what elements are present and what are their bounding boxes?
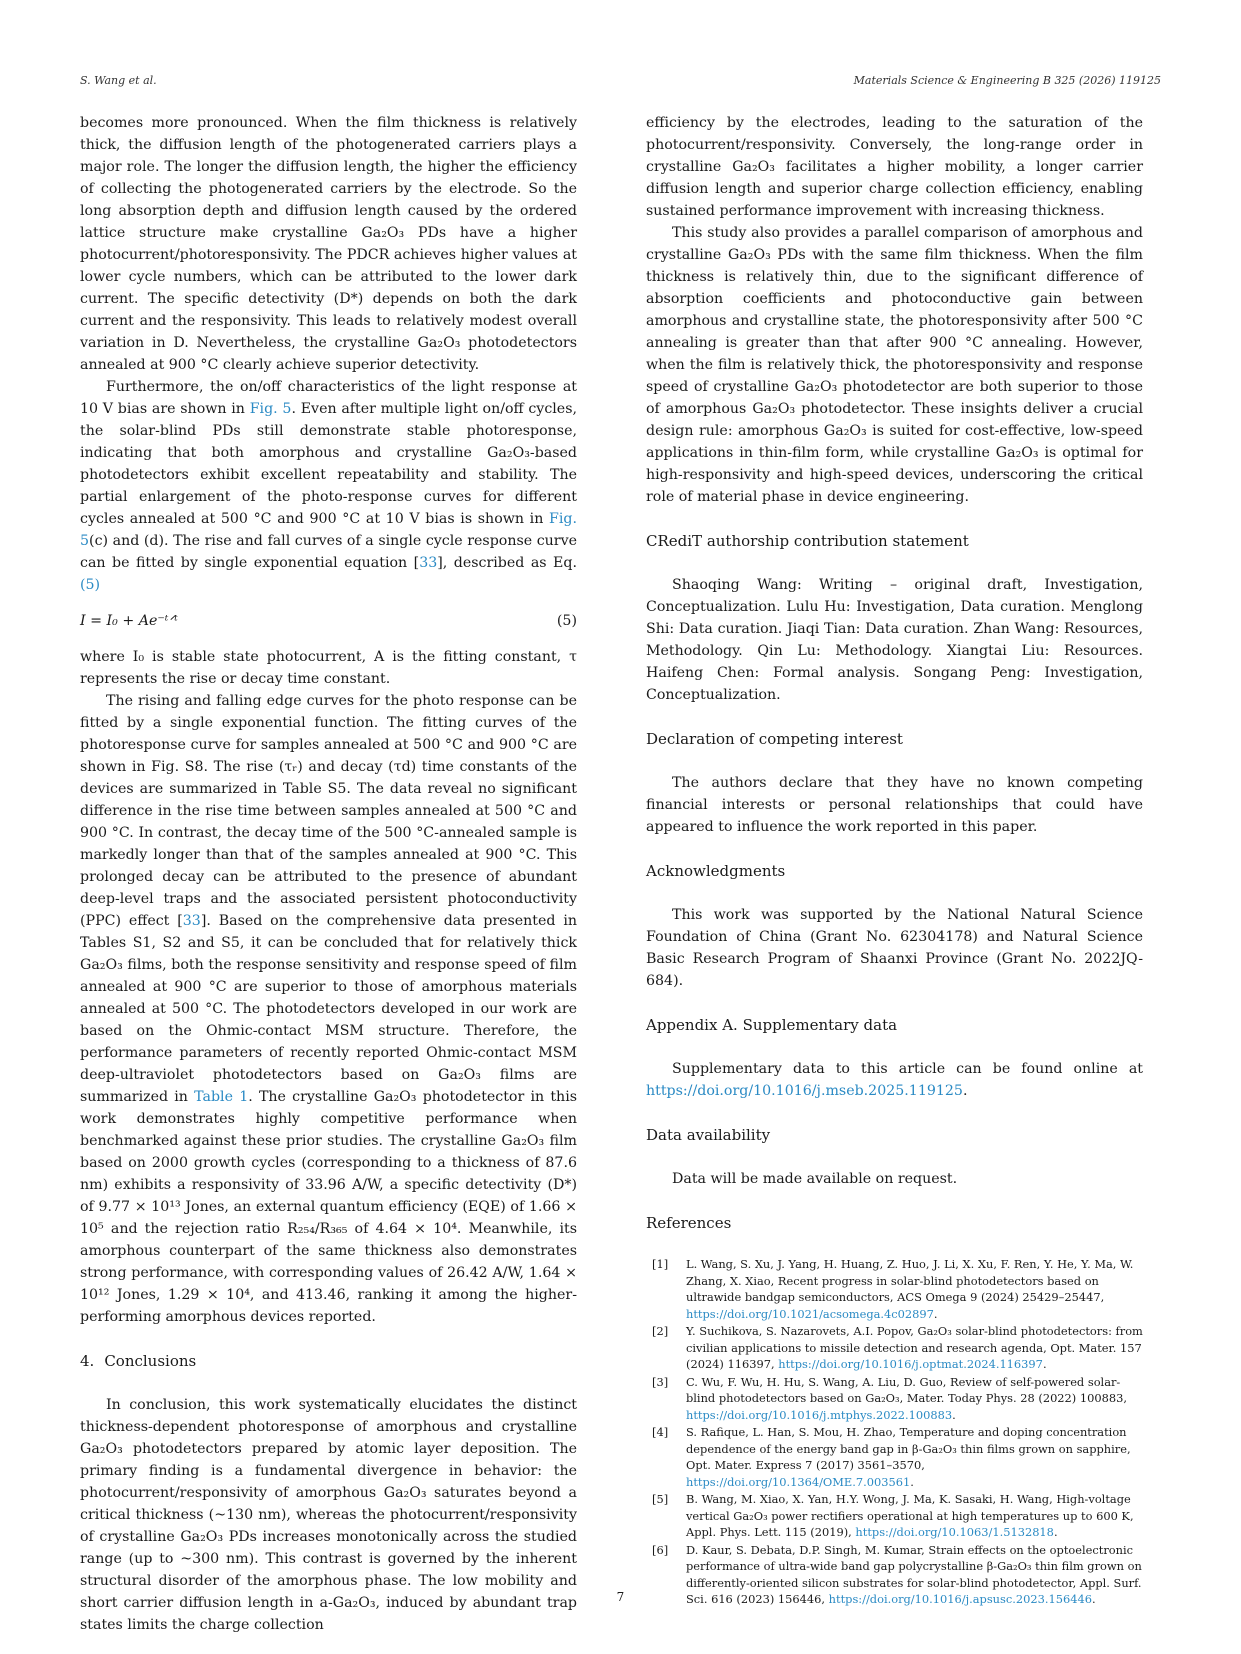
text-run: . Even after multiple light on/off cycles, the solar-blind PDs still demonstrate stable photoresponse, indicating that both amorphous and crystalline Ga₂O₃-based photodetectors exhibit excellent repeatability and stability. The partial enlargement of the photo-response curves for different cycles annealed at 500 °C and 900 °C at 10 V bias is shown in: [80, 401, 577, 527]
equation-link[interactable]: (5): [80, 577, 101, 593]
running-head-journal: Materials Science & Engineering B 325 (2026) 119125: [853, 74, 1161, 87]
text-run: (c) and (d). The rise and fall curves of a single cycle response curve can be fitted by single exponential equation [: [80, 533, 577, 571]
reference-doi-link[interactable]: https://doi.org/10.1016/j.optmat.2024.116397: [778, 1357, 1043, 1371]
citation-link[interactable]: 33: [182, 913, 201, 929]
reference-item: [646, 1374, 1143, 1424]
paragraph: In conclusion, this work systematically elucidates the distinct thickness-dependent photoresponse of amorphous and crystalline Ga₂O₃ photodetectors prepared by atomic layer deposition. The primary finding is a fundamental divergence in behavior: the photocurrent/responsivity of amorphous Ga₂O₃ saturates beyond a critical thickness (~130 nm), whereas the photocurrent/responsivity of crystalline Ga₂O₃ PDs increases monotonically across the studied range (up to ~300 nm). This contrast is governed by the inherent structural disorder of the amorphous phase. The low mobility and short carrier diffusion length in a-Ga₂O₃, induced by abundant trap states limits the charge collection: [80, 1397, 577, 1633]
reference-text: C. Wu, F. Wu, H. Hu, S. Wang, A. Liu, D. Guo, Review of self-powered solar-blind photodetectors based on Ga₂O₃, Mater. Today Phys. 28 (2022) 100883, https://doi.org/10.1016/j.mtphys.2022.100883.: [686, 1374, 1127, 1422]
paragraph: This study also provides a parallel comparison of amorphous and crystalline Ga₂O₃ PDs with the same film thickness. When the film thickness is relatively thin, due to the significant difference of absorption coefficients and photoconductive gain between amorphous and crystalline state, the photoresponsivity after 500 °C annealing is greater than that after 900 °C annealing. However, when the film is relatively thick, the photoresponsivity and response speed of crystalline Ga₂O₃ photodetector are both superior to those of amorphous Ga₂O₃ photodetector. These insights deliver a crucial design rule: amorphous Ga₂O₃ is suited for cost-effective, low-speed applications in thin-film form, while crystalline Ga₂O₃ is optimal for high-responsivity and high-speed devices, underscoring the critical role of material phase in device engineering.: [646, 225, 1143, 505]
reference-text: B. Wang, M. Xiao, X. Yan, H.Y. Wong, J. Ma, K. Sasaki, H. Wang, High-voltage vertical Ga₂O₃ power rectifiers operational at high temperatures up to 600 K, Appl. Phys. Lett. 115 (2019), https://doi.org/10.1063/1.5132818.: [686, 1492, 1134, 1539]
figure-link[interactable]: Fig. 5: [249, 401, 292, 417]
paragraph: becomes more pronounced. When the film thickness is relatively thick, the diffusion length of the photogenerated carriers plays a major role. The longer the diffusion length, the higher the efficiency of collecting the photogenerated carriers by the electrode. So the long absorption depth and diffusion length caused by the ordered lattice structure make crystalline Ga₂O₃ PDs have a higher photocurrent/photoresponsivity. The PDCR achieves higher values at lower cycle numbers, which can be attributed to the lower dark current. The specific detectivity (D*) depends on both the dark current and the responsivity. This leads to relatively modest overall variation in D. Nevertheless, the crystalline Ga₂O₃ photodetectors annealed at 900 °C clearly achieve superior detectivity.: [80, 115, 577, 373]
text-run: B. Wang, M. Xiao, X. Yan, H.Y. Wong, J. Ma, K. Sasaki, H. Wang, High-voltage vertical Ga₂O₃ power rectifiers operational at high temperatures up to 600 K, Appl. Phys. Lett. 115 (2019),: [686, 1492, 1134, 1539]
text-run: Y. Suchikova, S. Nazarovets, A.I. Popov, Ga₂O₃ solar-blind photodetectors: from civilian applications to missile detection and research agenda, Opt. Mater. 157 (2024) 116397,: [686, 1324, 1143, 1371]
reference-doi-link[interactable]: https://doi.org/10.1364/OME.7.003561: [686, 1474, 911, 1489]
paragraph: [80, 690, 577, 1328]
reference-number: [1]: [652, 1257, 669, 1271]
section-heading-data-availability: Data availability: [646, 1126, 771, 1144]
right-column: [646, 112, 1143, 1609]
paragraph: Data will be made available on request.: [672, 1171, 958, 1187]
section-heading-conclusions: [80, 1350, 577, 1372]
text-run: The rising and falling edge curves for the photo response can be fitted by a single exponential function. The fitting curves of the photoresponse curve for samples annealed at 500 °C and 900 °C are shown in Fig. S8. The rise (τᵣ) and decay (τd) time constants of the devices are summarized in Table S5. The data reveal no significant difference in the rise time between samples annealed at 500 °C and 900 °C. In contrast, the decay time of the 500 °C-annealed sample is markedly longer than that of the samples annealed at 900 °C. This prolonged decay can be attributed to the presence of abundant deep-level traps and the associated persistent photoconductivity (PPC) effect [: [80, 693, 577, 929]
section-heading-credit: CRediT authorship contribution statement: [646, 532, 969, 550]
equation-block: [80, 610, 577, 632]
reference-item: [646, 1323, 1143, 1373]
citation-link[interactable]: 33: [419, 555, 438, 571]
reference-list: [646, 1256, 1143, 1608]
paragraph: Shaoqing Wang: Writing – original draft, Investigation, Conceptualization. Lulu Hu: Investigation, Data curation. Menglong Shi: Data curation. Jiaqi Tian: Data curation. Zhan Wang: Resources, Methodology. Qin Lu: Methodology. Xiangtai Liu: Resources. Haifeng Chen: Formal analysis. Songang Peng: Investigation, Conceptualization.: [646, 577, 1143, 703]
paragraph: [80, 376, 577, 596]
reference-number: [2]: [652, 1324, 669, 1338]
page-number: 7: [616, 1590, 625, 1604]
reference-item: [646, 1491, 1143, 1541]
supplementary-doi-link[interactable]: https://doi.org/10.1016/j.mseb.2025.119125: [646, 1083, 963, 1099]
figure-link[interactable]: Fig. 5: [80, 511, 577, 549]
reference-number: [5]: [652, 1492, 669, 1506]
reference-doi-link[interactable]: https://doi.org/10.1016/j.mtphys.2022.100883: [686, 1407, 953, 1422]
paragraph: where I₀ is stable state photocurrent, A is the fitting constant, τ represents the rise or decay time constant.: [80, 649, 577, 687]
text-run: D. Kaur, S. Debata, D.P. Singh, M. Kumar, Strain effects on the optoelectronic performance of ultra-wide band gap polycrystalline β-Ga₂O₃ thin film grown on differently-oriented silicon substrates for solar-blind photodetector, Appl. Surf. Sci. 616 (2023) 156446,: [686, 1542, 1142, 1606]
text-run: S. Rafique, L. Han, S. Mou, H. Zhao, Temperature and doping concentration dependence of the energy band gap in β-Ga₂O₃ thin films grown on sapphire, Opt. Mater. Express 7 (2017) 3561–3570,: [686, 1425, 1131, 1472]
paragraph: Supplementary data to this article can be found online at https://doi.org/10.1016/j.mseb.2025.119125.: [646, 1061, 1143, 1099]
left-column: [80, 112, 577, 1636]
table-link[interactable]: Table 1: [194, 1089, 249, 1105]
reference-number: [3]: [652, 1374, 669, 1389]
paragraph: This work was supported by the National Natural Science Foundation of China (Grant No. 62304178) and Natural Science Basic Research Program of Shaanxi Province (Grant No. 2022JQ-684).: [646, 907, 1143, 989]
text-run: Supplementary data to this article can be found online at: [672, 1061, 1143, 1077]
text-run: C. Wu, F. Wu, H. Hu, S. Wang, A. Liu, D. Guo, Review of self-powered solar-blind photodetectors based on Ga₂O₃, Mater. Today Phys. 28 (2022) 100883,: [686, 1374, 1127, 1405]
section-heading-appendix: Appendix A. Supplementary data: [646, 1016, 898, 1034]
reference-doi-link[interactable]: https://doi.org/10.1063/1.5132818: [855, 1525, 1054, 1539]
reference-text: Y. Suchikova, S. Nazarovets, A.I. Popov, Ga₂O₃ solar-blind photodetectors: from civilian applications to missile detection and research agenda, Opt. Mater. 157 (2024) 116397, https://doi.org/10.1016/j.optmat.2024.116397.: [686, 1324, 1143, 1371]
section-title: Conclusions: [104, 1352, 197, 1370]
equation-number: (5): [556, 613, 577, 629]
reference-text: D. Kaur, S. Debata, D.P. Singh, M. Kumar, Strain effects on the optoelectronic performance of ultra-wide band gap polycrystalline β-Ga₂O₃ thin film grown on differently-oriented silicon substrates for solar-blind photodetector, Appl. Surf. Sci. 616 (2023) 156446, https://doi.org/10.1016/j.apsusc.2023.156446.: [686, 1542, 1142, 1606]
reference-text: S. Rafique, L. Han, S. Mou, H. Zhao, Temperature and doping concentration dependence of the energy band gap in β-Ga₂O₃ thin films grown on sapphire, Opt. Mater. Express 7 (2017) 3561–3570, https://doi.org/10.1364/OME.7.003561.: [686, 1425, 1131, 1489]
equation: I = I₀ + Ae⁻ᵗᐟᵗ: [80, 613, 178, 629]
text-run: ], described as Eq.: [437, 555, 577, 571]
text-run: Furthermore, the on/off characteristics of the light response at 10 V bias are shown in: [80, 379, 577, 417]
section-heading-competing-interest: Declaration of competing interest: [646, 730, 903, 748]
reference-number: [6]: [652, 1542, 669, 1557]
reference-number: [4]: [652, 1425, 669, 1439]
section-heading-references: References: [646, 1214, 732, 1232]
section-number: 4.: [80, 1352, 95, 1370]
paragraph: The authors declare that they have no known competing financial interests or personal relationships that could have appeared to influence the work reported in this paper.: [646, 775, 1143, 835]
running-head-authors: S. Wang et al.: [80, 74, 157, 87]
paragraph: efficiency by the electrodes, leading to the saturation of the photocurrent/responsivity. Conversely, the long-range order in crystalline Ga₂O₃ facilitates a higher mobility, a longer carrier diffusion length and superior charge collection efficiency, enabling sustained performance improvement with increasing thickness.: [646, 115, 1143, 219]
reference-text: L. Wang, S. Xu, J. Yang, H. Huang, Z. Huo, J. Li, X. Xu, F. Ren, Y. He, Y. Ma, W. Zhang, X. Xiao, Recent progress in solar-blind photodetectors based on ultrawide bandgap semiconductors, ACS Omega 9 (2024) 25429–25447, https://doi.org/10.1021/acsomega.4c02897.: [686, 1257, 1134, 1321]
text-run: L. Wang, S. Xu, J. Yang, H. Huang, Z. Huo, J. Li, X. Xu, F. Ren, Y. He, Y. Ma, W. Zhang, X. Xiao, Recent progress in solar-blind photodetectors based on ultrawide bandgap semiconductors, ACS Omega 9 (2024) 25429–25447,: [686, 1257, 1134, 1304]
text-run: . The crystalline Ga₂O₃ photodetector in this work demonstrates highly competitive performance when benchmarked against these prior studies. The crystalline Ga₂O₃ film based on 2000 growth cycles (corresponding to a thickness of 87.6 nm) exhibits a responsivity of 33.96 A/W, a specific detectivity (D*) of 9.77 × 10¹³ Jones, an external quantum efficiency (EQE) of 1.66 × 10⁵ and the rejection ratio R₂₅₄/R₃₆₅ of 4.64 × 10⁴. Meanwhile, its amorphous counterpart of the same thickness also demonstrates strong performance, with corresponding values of 26.42 A/W, 1.64 × 10¹² Jones, 1.29 × 10⁴, and 413.46, ranking it among the higher-performing amorphous devices reported.: [80, 1089, 578, 1325]
text-run: ]. Based on the comprehensive data presented in Tables S1, S2 and S5, it can be concluded that for relatively thick Ga₂O₃ films, both the response sensitivity and response speed of film annealed at 900 °C are superior to those of amorphous materials annealed at 500 °C. The photodetectors developed in our work are based on the Ohmic-contact MSM structure. Therefore, the performance parameters of recently reported Ohmic-contact MSM deep-ultraviolet photodetectors based on Ga₂O₃ films are summarized in: [80, 913, 577, 1105]
reference-item: [646, 1256, 1143, 1322]
reference-doi-link[interactable]: https://doi.org/10.1016/j.apsusc.2023.156446: [828, 1592, 1092, 1606]
reference-item: [646, 1424, 1143, 1490]
section-heading-acknowledgments: Acknowledgments: [646, 862, 786, 880]
reference-doi-link[interactable]: https://doi.org/10.1021/acsomega.4c02897: [686, 1306, 934, 1321]
